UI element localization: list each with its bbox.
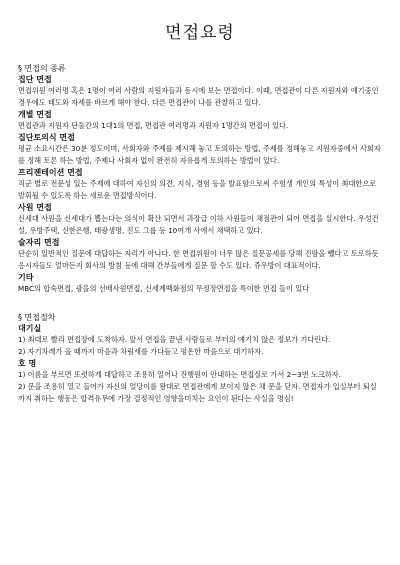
call-step-2: 2) 문을 조용히 열고 들어가 자신의 얼당이를 왕대로 면접관에게 보이지 않은 채 문을 닫자. 면접자가 입실부터 퇴실까지 취하는 행동은 합격유무에 가장 결정적인 영향을미치는 요인이 된다는 사실을 명심!	[18, 382, 377, 403]
heading-call: 호 명	[18, 359, 37, 368]
text-drinking-interview: 단순히 일반적인 질문에 대답하는 자리가 아니다. 한 면접위원이 너무 많은 질문공세를 당해 진땀을 뺐다고 토로하듯 응시자들도 얼마든지 회사의 방침 등에 대해 간부들에게 질문 할 수도 있다. 쥬우방이 대표적이다.	[18, 249, 379, 270]
heading-employee-interview: 사원 면접	[18, 203, 52, 212]
heading-group-interview: 집단 면접	[18, 75, 52, 84]
interview-type-individual	[18, 109, 382, 132]
interview-type-other	[18, 272, 382, 295]
section-title-interview-procedure: § 면접절차	[18, 313, 56, 322]
heading-individual-interview: 개별 면접	[18, 110, 52, 119]
interview-type-group	[18, 74, 382, 109]
heading-drinking-interview: 술자리 면접	[18, 238, 60, 247]
procedure-call	[18, 358, 382, 405]
procedure-waiting-room	[18, 323, 382, 358]
text-other-interview: MBC의 합숙면접, 광을의 선배사원면접, 신세계백화점의 무정장면접을 특이한 면접 들이 있다	[18, 284, 310, 293]
heading-discussion-interview: 집단토의식 면접	[18, 133, 75, 142]
interview-type-drinking	[18, 237, 382, 272]
interview-type-employee	[18, 202, 382, 237]
interview-type-discussion	[18, 132, 382, 167]
heading-presentation-interview: 프리젠테이션 면접	[18, 168, 83, 177]
section-title-interview-types: § 면접의 종류	[18, 64, 66, 73]
waiting-room-step-2: 2) 자기차례가 올 때까지 마음과 차림새를 가다듬고 평온한 마음으로 대기하자.	[18, 347, 264, 356]
heading-waiting-room: 대기실	[18, 324, 42, 333]
text-employee-interview: 신세대 사원을 신세대가 뽑는다는 의식이 확산 되면서 과장급 이하 사원들이 채점관이 되어 면접을 실시한다. 우성건설, 우방주택, 신한은행, 태광생명, 진도 그룹 등 10여개 사에서 채택하고 있다.	[18, 214, 379, 235]
heading-other-interview: 기타	[18, 273, 34, 282]
text-discussion-interview: 평균 소요시간은 30분 정도이며, 사회자와 주제를 제시해 놓고 토의하는 방법, 주제를 정해놓고 지원자중에서 사회자를 정해 토론 하는 방법, 주제나 사회자 없이 완전히 자유롭게 토의하는 방법이 있다.	[18, 144, 381, 165]
text-group-interview: 면접위원 여러명 혹은 1명이 여러 사람의 지원자들과 동시에 보는 면접이다. 이때, 면접관이 다른 지원자와 얘기중인 경우에도 태도와 자세를 바르게 해야 한다. 다른 면접관이 나를 관찰하고 있다.	[18, 86, 379, 107]
document-title: 면접요령	[165, 23, 235, 43]
waiting-room-step-1: 1) 최대로 빨리 면접장에 도착하자. 앞서 면접을 끝낸 사람들로 부터의 얘기치 않은 정보가 기다린다.	[18, 335, 331, 344]
call-step-1: 1) 이름을 부르면 또렷하게 대답하고 조용히 일어나 진행원이 안내하는 면접실로 가서 2~3번 노크하자.	[18, 370, 342, 379]
text-presentation-interview: 직군 별로 전문성 있는 주제에 대하여 자신의 의견, 지식, 경험 등을 발표함으로써 수험생 개인의 특성이 최대한으로 발휘될 수 있도록 하는 새로운 면접방식이다.	[18, 179, 377, 200]
text-individual-interview: 면접관과 지원자 단둘간의 1대1의 면접, 면접관 여러명과 지원자 1명간의 면접이 있다.	[18, 121, 289, 130]
interview-type-presentation	[18, 167, 382, 202]
